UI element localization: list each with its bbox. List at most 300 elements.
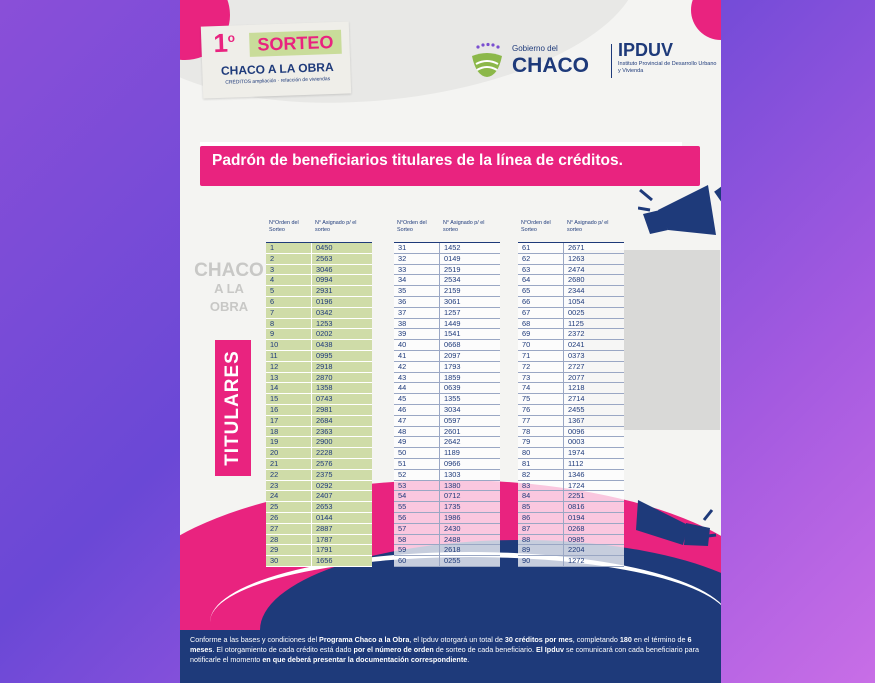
table-row: [266, 416, 372, 427]
table-row: [266, 459, 372, 470]
order-number-cell: 16: [266, 405, 312, 415]
assigned-number-cell: 2601: [444, 426, 461, 436]
order-number-cell: 9: [266, 329, 312, 339]
assigned-number-cell: 0438: [316, 340, 333, 350]
order-number-cell: 2: [266, 254, 312, 264]
table-row: [394, 275, 500, 286]
order-number-cell: 41: [394, 351, 440, 361]
table-row: [394, 254, 500, 265]
order-number-cell: 1: [266, 243, 312, 253]
table-row: [266, 481, 372, 492]
table-row: [266, 470, 372, 481]
order-number-cell: 12: [266, 362, 312, 372]
footer-text: Conforme a las bases y condiciones del Programa Chaco a la Obra, el Ipduv otorgará un total de 30 créditos por mes, completando 180 en el término de 6 meses. El otorgamiento de cada crédito está dado por el número de orden de sorteo de cada beneficiario. El Ipduv se comunicará con cada beneficiario para notificarle el momento en que deberá presentar la documentación correspondiente.: [180, 630, 721, 683]
order-number-cell: 24: [266, 491, 312, 501]
assigned-number-cell: 0639: [444, 383, 461, 393]
chaco-leaf-icon: [468, 42, 506, 80]
order-number-cell: 46: [394, 405, 440, 415]
assigned-number-cell: 2097: [444, 350, 461, 360]
assigned-number-cell: 2618: [444, 545, 461, 555]
table-row: [394, 329, 500, 340]
table-row: [518, 351, 624, 362]
table-row: [518, 545, 624, 556]
order-number-cell: 66: [518, 297, 564, 307]
order-number-cell: 20: [266, 448, 312, 458]
table-row: [518, 383, 624, 394]
table-row: [394, 556, 500, 567]
assigned-number-cell: 1986: [444, 512, 461, 522]
assigned-number-cell: 2931: [316, 286, 333, 296]
assigned-number-cell: 0450: [316, 243, 333, 252]
order-number-cell: 21: [266, 459, 312, 469]
assigned-number-cell: 2474: [568, 264, 585, 274]
assigned-number-cell: 0995: [316, 350, 333, 360]
order-number-cell: 57: [394, 524, 440, 534]
assigned-number-cell: 0994: [316, 275, 333, 285]
order-number-cell: 42: [394, 362, 440, 372]
assigned-number-cell: 0268: [568, 523, 585, 533]
assigned-number-cell: 2900: [316, 437, 333, 447]
assigned-number-cell: 0743: [316, 394, 333, 404]
order-number-cell: 50: [394, 448, 440, 458]
assigned-number-cell: 1787: [316, 534, 333, 544]
assigned-number-cell: 3034: [444, 404, 461, 414]
order-number-cell: 83: [518, 481, 564, 491]
assigned-number-cell: 2918: [316, 361, 333, 371]
assigned-number-cell: 0712: [444, 491, 461, 501]
megaphone-icon: [638, 180, 718, 270]
assigned-number-cell: 3046: [316, 264, 333, 274]
order-number-cell: 65: [518, 286, 564, 296]
order-number-cell: 86: [518, 513, 564, 523]
assigned-number-cell: 0373: [568, 350, 585, 360]
table-row: [266, 308, 372, 319]
assigned-number-cell: 2407: [316, 491, 333, 501]
order-number-cell: 60: [394, 556, 440, 566]
order-number-cell: 89: [518, 545, 564, 555]
assigned-number-cell: 0292: [316, 480, 333, 490]
order-number-cell: 23: [266, 481, 312, 491]
title-bar: [200, 146, 700, 186]
order-number-cell: 84: [518, 491, 564, 501]
assigned-number-cell: 1263: [568, 253, 585, 263]
assigned-number-cell: 1449: [444, 318, 461, 328]
assigned-number-cell: 1724: [568, 480, 585, 490]
order-number-cell: 14: [266, 383, 312, 393]
order-number-cell: 68: [518, 319, 564, 329]
order-number-cell: 81: [518, 459, 564, 469]
assigned-number-cell: 2375: [316, 469, 333, 479]
assigned-number-cell: 2653: [316, 502, 333, 512]
order-number-cell: 72: [518, 362, 564, 372]
badge-creditos: CRÉDITOS ampliación · refacción de viviendas: [225, 76, 331, 86]
table-row: [518, 308, 624, 319]
assigned-number-cell: 0025: [568, 307, 585, 317]
order-number-cell: 73: [518, 373, 564, 383]
table-row: [266, 275, 372, 286]
assigned-number-cell: 2870: [316, 372, 333, 382]
assigned-number-cell: 0668: [444, 340, 461, 350]
assigned-number-cell: 2455: [568, 404, 585, 414]
assigned-number-cell: 1125: [568, 318, 584, 328]
order-number-cell: 88: [518, 535, 564, 545]
table-row: [518, 427, 624, 438]
assigned-number-cell: 2488: [444, 534, 461, 544]
table-row: [266, 502, 372, 513]
order-number-cell: 30: [266, 556, 312, 566]
table-row: [266, 491, 372, 502]
table-row: [518, 535, 624, 546]
order-number-cell: 90: [518, 556, 564, 566]
order-number-cell: 3: [266, 265, 312, 275]
assigned-number-cell: 0816: [568, 502, 585, 512]
table-row: [518, 416, 624, 427]
assigned-number-cell: 0985: [568, 534, 585, 544]
table-row: [518, 513, 624, 524]
order-number-cell: 45: [394, 394, 440, 404]
table-row: [266, 437, 372, 448]
table-row: [266, 545, 372, 556]
assigned-number-cell: 1272: [568, 556, 585, 566]
table-row: [394, 535, 500, 546]
megaphone-icon-bottom: [628, 490, 718, 570]
assigned-number-cell: 2534: [444, 275, 461, 285]
order-number-cell: 4: [266, 275, 312, 285]
order-number-cell: 59: [394, 545, 440, 555]
order-number-cell: 75: [518, 394, 564, 404]
table-row: [394, 502, 500, 513]
table-row: [266, 535, 372, 546]
order-number-cell: 61: [518, 243, 564, 253]
order-number-cell: 48: [394, 427, 440, 437]
assigned-number-cell: 0342: [316, 307, 333, 317]
order-number-cell: 29: [266, 545, 312, 555]
order-number-cell: 71: [518, 351, 564, 361]
assigned-number-cell: 1452: [444, 243, 461, 252]
ipduv-logo: [618, 40, 718, 75]
assigned-number-cell: 1355: [444, 394, 461, 404]
table-row: [518, 319, 624, 330]
order-number-cell: 58: [394, 535, 440, 545]
table-row: [518, 524, 624, 535]
assigned-number-cell: 1656: [316, 556, 333, 566]
assigned-number-cell: 1054: [568, 296, 585, 306]
assigned-number-cell: 1346: [568, 469, 585, 479]
order-number-cell: 40: [394, 340, 440, 350]
results-table-2: [394, 218, 500, 567]
chaco-label: CHACO: [512, 54, 589, 77]
assigned-number-cell: 1257: [444, 307, 461, 317]
table-row: [394, 340, 500, 351]
order-number-cell: 47: [394, 416, 440, 426]
table-row: [394, 491, 500, 502]
table-row: [266, 286, 372, 297]
table-row: [394, 513, 500, 524]
order-number-cell: 44: [394, 383, 440, 393]
table-row: [266, 448, 372, 459]
assigned-number-cell: 1253: [316, 318, 333, 328]
assigned-number-cell: 2372: [568, 329, 585, 339]
table-row: [518, 362, 624, 373]
assigned-number-cell: 1735: [444, 502, 461, 512]
order-number-cell: 51: [394, 459, 440, 469]
table-row: [394, 297, 500, 308]
table-row: [518, 265, 624, 276]
table-body: [266, 242, 372, 567]
assigned-number-cell: 2159: [444, 286, 461, 296]
table-row: [518, 340, 624, 351]
table-row: [518, 394, 624, 405]
table-body: [518, 242, 624, 567]
table-row: [394, 470, 500, 481]
table-row: [394, 286, 500, 297]
table-row: [394, 265, 500, 276]
assigned-number-cell: 2642: [444, 437, 461, 447]
table-row: [266, 373, 372, 384]
table-row: [394, 394, 500, 405]
assigned-number-cell: 0144: [316, 512, 333, 522]
table-row: [518, 502, 624, 513]
ipduv-subtitle: Instituto Provincial de Desarrollo Urbano y Vivienda: [618, 61, 717, 74]
assigned-number-cell: 2204: [568, 545, 585, 555]
order-number-cell: 52: [394, 470, 440, 480]
order-number-cell: 53: [394, 481, 440, 491]
table-row: [394, 383, 500, 394]
order-number-cell: 64: [518, 275, 564, 285]
table-row: [394, 524, 500, 535]
order-number-cell: 70: [518, 340, 564, 350]
order-number-cell: 74: [518, 383, 564, 393]
logo-divider: [611, 44, 612, 78]
table-row: [394, 437, 500, 448]
assigned-number-cell: 0241: [568, 340, 585, 350]
assigned-number-cell: 0202: [316, 329, 333, 339]
assigned-number-cell: 1859: [444, 372, 461, 382]
order-number-cell: 17: [266, 416, 312, 426]
assigned-number-cell: 0966: [444, 458, 461, 468]
table-row: [266, 427, 372, 438]
assigned-number-cell: 2714: [568, 394, 585, 404]
assigned-number-cell: 0597: [444, 415, 461, 425]
table-row: [394, 416, 500, 427]
results-table-1: [266, 218, 372, 567]
table-header: N°Orden del Sorteo N° Asignado p/ el sorteo: [269, 220, 357, 233]
assigned-number-cell: 2344: [568, 286, 585, 296]
table-row: [394, 545, 500, 556]
table-row: [266, 524, 372, 535]
assigned-number-cell: 1218: [568, 383, 585, 393]
order-number-cell: 15: [266, 394, 312, 404]
assigned-number-cell: 1303: [444, 469, 461, 479]
order-number-cell: 36: [394, 297, 440, 307]
order-number-cell: 76: [518, 405, 564, 415]
order-number-cell: 79: [518, 437, 564, 447]
table-row: [394, 459, 500, 470]
order-number-cell: 55: [394, 502, 440, 512]
table-row: [266, 243, 372, 254]
assigned-number-cell: 0096: [568, 426, 585, 436]
table-row: [518, 297, 624, 308]
assigned-number-cell: 2887: [316, 523, 333, 533]
assigned-number-cell: 0255: [444, 556, 461, 566]
order-number-cell: 28: [266, 535, 312, 545]
order-number-cell: 39: [394, 329, 440, 339]
table-row: [266, 383, 372, 394]
table-row: [394, 481, 500, 492]
table-row: [394, 243, 500, 254]
table-row: [266, 265, 372, 276]
order-number-cell: 31: [394, 243, 440, 253]
table-row: [266, 319, 372, 330]
table-row: [518, 405, 624, 416]
table-row: [266, 513, 372, 524]
assigned-number-cell: 2363: [316, 426, 333, 436]
table-row: [518, 470, 624, 481]
order-number-cell: 22: [266, 470, 312, 480]
table-row: [394, 351, 500, 362]
order-number-cell: 27: [266, 524, 312, 534]
results-table-3: [518, 218, 624, 567]
table-row: [518, 556, 624, 567]
order-number-cell: 85: [518, 502, 564, 512]
order-number-cell: 62: [518, 254, 564, 264]
assigned-number-cell: 1189: [444, 448, 460, 458]
order-number-cell: 54: [394, 491, 440, 501]
table-row: [266, 362, 372, 373]
table-row: [518, 459, 624, 470]
order-number-cell: 6: [266, 297, 312, 307]
table-row: [518, 329, 624, 340]
order-number-cell: 80: [518, 448, 564, 458]
badge-number: 1$^o$: [212, 27, 236, 59]
page-title: Padrón de beneficiarios titulares de la línea de créditos.: [212, 152, 623, 169]
table-row: [394, 405, 500, 416]
order-number-cell: 67: [518, 308, 564, 318]
badge-program: CHACO A LA OBRA: [220, 59, 334, 78]
table-row: [518, 448, 624, 459]
table-row: [394, 427, 500, 438]
order-number-cell: 7: [266, 308, 312, 318]
order-number-cell: 38: [394, 319, 440, 329]
sorteo-badge: [201, 21, 351, 98]
table-row: [266, 340, 372, 351]
assigned-number-cell: 2563: [316, 253, 333, 263]
assigned-number-cell: 1974: [568, 448, 585, 458]
ipduv-label: IPDUV: [618, 40, 674, 60]
order-number-cell: 34: [394, 275, 440, 285]
assigned-number-cell: 1112: [568, 458, 584, 468]
assigned-number-cell: 1367: [568, 415, 585, 425]
table-row: [518, 491, 624, 502]
badge-sorteo: SORTEO: [249, 30, 342, 57]
order-number-cell: 13: [266, 373, 312, 383]
order-number-cell: 25: [266, 502, 312, 512]
assigned-number-cell: 2251: [568, 491, 585, 501]
assigned-number-cell: 2430: [444, 523, 461, 533]
order-number-cell: 87: [518, 524, 564, 534]
table-row: [266, 329, 372, 340]
table-row: [518, 243, 624, 254]
table-row: [266, 394, 372, 405]
order-number-cell: 63: [518, 265, 564, 275]
table-row: [518, 286, 624, 297]
order-number-cell: 35: [394, 286, 440, 296]
assigned-number-cell: 2727: [568, 361, 585, 371]
assigned-number-cell: 2981: [316, 404, 333, 414]
order-number-cell: 8: [266, 319, 312, 329]
order-number-cell: 10: [266, 340, 312, 350]
order-number-cell: 26: [266, 513, 312, 523]
order-number-cell: 77: [518, 416, 564, 426]
table-row: [266, 556, 372, 567]
table-row: [266, 297, 372, 308]
assigned-number-cell: 2228: [316, 448, 333, 458]
titulares-label: TITULARES: [222, 350, 243, 466]
assigned-number-cell: 0149: [444, 253, 461, 263]
table-row: [266, 254, 372, 265]
order-number-cell: 43: [394, 373, 440, 383]
order-number-cell: 19: [266, 437, 312, 447]
table-row: [518, 373, 624, 384]
order-number-cell: 32: [394, 254, 440, 264]
order-number-cell: 69: [518, 329, 564, 339]
table-row: [394, 448, 500, 459]
assigned-number-cell: 1793: [444, 361, 461, 371]
assigned-number-cell: 1791: [316, 545, 333, 555]
table-row: [394, 362, 500, 373]
titulares-tab: [215, 340, 251, 476]
table-header: N°Orden del Sorteo N° Asignado p/ el sorteo: [397, 220, 485, 233]
table-header: N°Orden del Sorteo N° Asignado p/ el sorteo: [521, 220, 609, 233]
assigned-number-cell: 2680: [568, 275, 585, 285]
order-number-cell: 49: [394, 437, 440, 447]
assigned-number-cell: 2576: [316, 458, 333, 468]
order-number-cell: 18: [266, 427, 312, 437]
poster-paper: [180, 0, 721, 630]
gobierno-label: Gobierno del: [512, 44, 558, 53]
order-number-cell: 78: [518, 427, 564, 437]
order-number-cell: 37: [394, 308, 440, 318]
order-number-cell: 33: [394, 265, 440, 275]
assigned-number-cell: 1380: [444, 480, 461, 490]
poster: [180, 0, 721, 683]
assigned-number-cell: 0196: [316, 296, 333, 306]
table-row: [266, 405, 372, 416]
table-body: [394, 242, 500, 567]
order-number-cell: 11: [266, 351, 312, 361]
table-row: [266, 351, 372, 362]
table-row: [518, 481, 624, 492]
table-row: [518, 437, 624, 448]
assigned-number-cell: 0194: [568, 512, 585, 522]
table-row: [518, 254, 624, 265]
gobierno-chaco-logo: [468, 38, 608, 84]
order-number-cell: 82: [518, 470, 564, 480]
assigned-number-cell: 2684: [316, 415, 333, 425]
table-row: [394, 319, 500, 330]
assigned-number-cell: 3061: [444, 296, 461, 306]
table-row: [394, 373, 500, 384]
assigned-number-cell: 0003: [568, 437, 585, 447]
table-row: [518, 275, 624, 286]
order-number-cell: 56: [394, 513, 440, 523]
assigned-number-cell: 2519: [444, 264, 461, 274]
assigned-number-cell: 1358: [316, 383, 333, 393]
table-row: [394, 308, 500, 319]
assigned-number-cell: 1541: [444, 329, 461, 339]
order-number-cell: 5: [266, 286, 312, 296]
assigned-number-cell: 2671: [568, 243, 585, 252]
